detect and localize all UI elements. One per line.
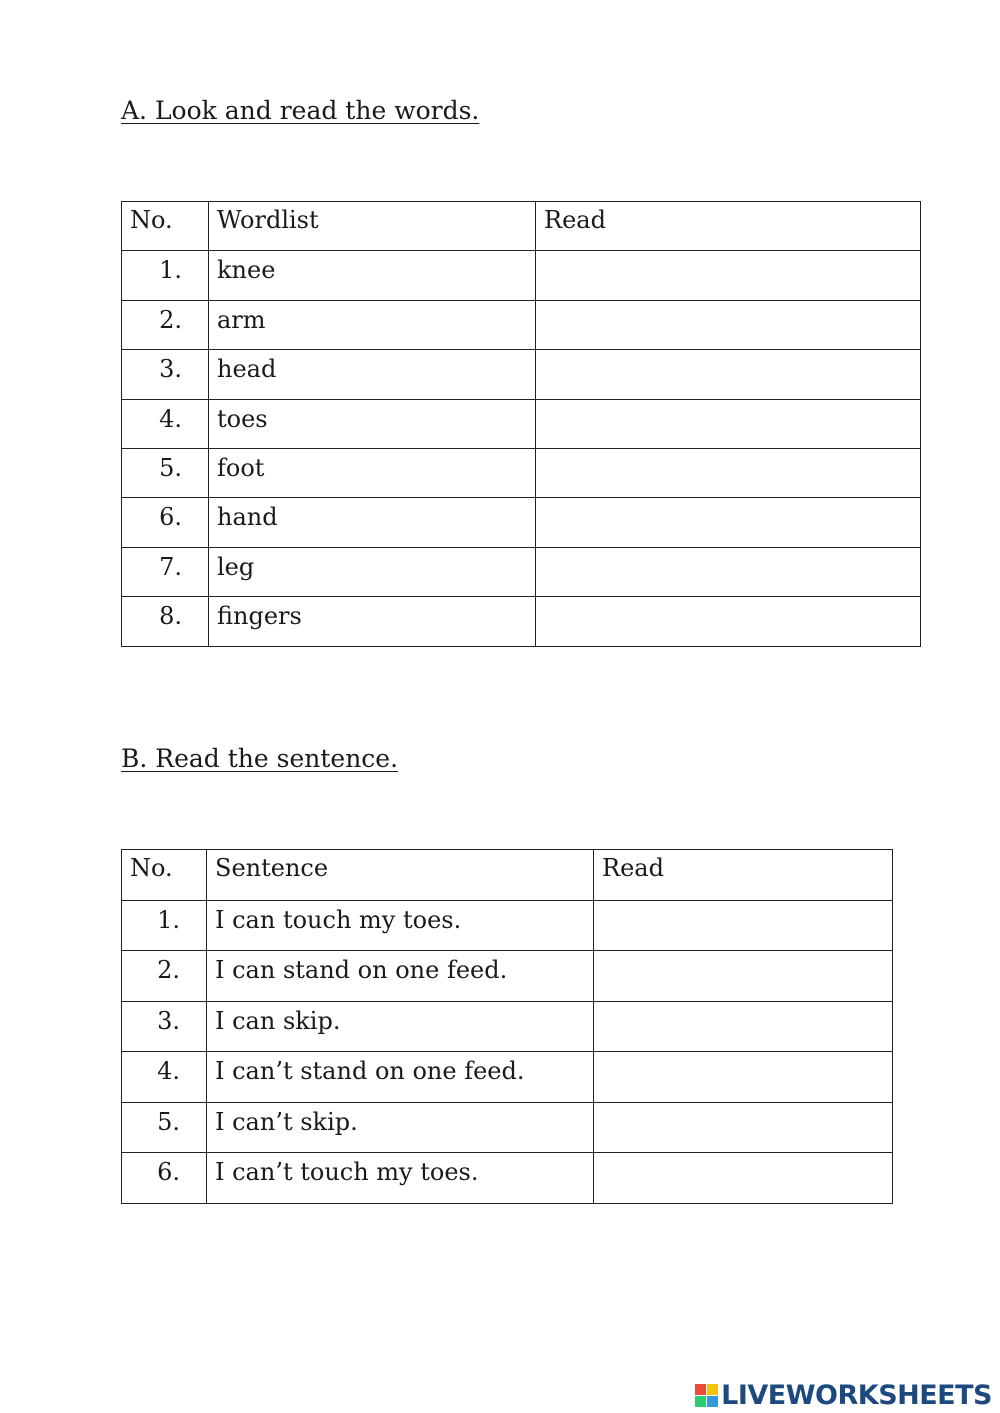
table-row bbox=[122, 900, 893, 951]
section-a-title: A. Look and read the words. bbox=[121, 96, 480, 125]
header-read: Read bbox=[594, 850, 893, 901]
section-b-title: B. Read the sentence. bbox=[121, 744, 399, 773]
read-cell[interactable] bbox=[536, 547, 921, 596]
word-cell: toes bbox=[209, 399, 536, 448]
table-row bbox=[122, 350, 921, 399]
row-number: 5. bbox=[122, 448, 209, 497]
row-number: 1. bbox=[122, 900, 207, 951]
word-cell: head bbox=[209, 350, 536, 399]
table-row bbox=[122, 498, 921, 547]
word-cell: foot bbox=[209, 448, 536, 497]
word-cell: knee bbox=[209, 251, 536, 300]
row-number: 4. bbox=[122, 399, 209, 448]
header-no: No. bbox=[122, 202, 209, 251]
sentence-cell: I can stand on one feed. bbox=[207, 951, 594, 1002]
table-row bbox=[122, 1153, 893, 1204]
word-cell: arm bbox=[209, 300, 536, 349]
sentence-cell: I can skip. bbox=[207, 1001, 594, 1052]
row-number: 1. bbox=[122, 251, 209, 300]
read-cell[interactable] bbox=[594, 900, 893, 951]
liveworksheets-watermark bbox=[695, 1380, 992, 1411]
sentence-cell: I can touch my toes. bbox=[207, 900, 594, 951]
logo-square-red bbox=[695, 1384, 706, 1395]
table-header-row bbox=[122, 850, 893, 901]
liveworksheets-text: LIVEWORKSHEETS bbox=[721, 1380, 992, 1411]
logo-square-blue bbox=[707, 1396, 718, 1407]
header-sentence: Sentence bbox=[207, 850, 594, 901]
header-wordlist: Wordlist bbox=[209, 202, 536, 251]
table-row bbox=[122, 1001, 893, 1052]
read-cell[interactable] bbox=[536, 597, 921, 646]
read-cell[interactable] bbox=[594, 1102, 893, 1153]
sentence-cell: I can’t touch my toes. bbox=[207, 1153, 594, 1204]
table-row bbox=[122, 399, 921, 448]
read-cell[interactable] bbox=[536, 350, 921, 399]
word-cell: hand bbox=[209, 498, 536, 547]
row-number: 4. bbox=[122, 1052, 207, 1103]
row-number: 7. bbox=[122, 547, 209, 596]
table-header-row bbox=[122, 202, 921, 251]
sentence-table bbox=[121, 849, 893, 1204]
row-number: 3. bbox=[122, 350, 209, 399]
read-cell[interactable] bbox=[536, 300, 921, 349]
header-no: No. bbox=[122, 850, 207, 901]
row-number: 2. bbox=[122, 300, 209, 349]
table-row bbox=[122, 300, 921, 349]
sentence-cell: I can’t stand on one feed. bbox=[207, 1052, 594, 1103]
word-cell: fingers bbox=[209, 597, 536, 646]
read-cell[interactable] bbox=[536, 251, 921, 300]
read-cell[interactable] bbox=[594, 1052, 893, 1103]
table-row bbox=[122, 251, 921, 300]
logo-square-yellow bbox=[707, 1384, 718, 1395]
table-row bbox=[122, 1102, 893, 1153]
header-read: Read bbox=[536, 202, 921, 251]
table-row bbox=[122, 547, 921, 596]
table-row bbox=[122, 448, 921, 497]
row-number: 2. bbox=[122, 951, 207, 1002]
row-number: 6. bbox=[122, 1153, 207, 1204]
logo-square-green bbox=[695, 1396, 706, 1407]
liveworksheets-logo-icon bbox=[695, 1384, 718, 1407]
read-cell[interactable] bbox=[536, 448, 921, 497]
wordlist-table bbox=[121, 201, 921, 647]
read-cell[interactable] bbox=[536, 399, 921, 448]
table-row bbox=[122, 1052, 893, 1103]
row-number: 5. bbox=[122, 1102, 207, 1153]
word-cell: leg bbox=[209, 547, 536, 596]
sentence-cell: I can’t skip. bbox=[207, 1102, 594, 1153]
row-number: 3. bbox=[122, 1001, 207, 1052]
row-number: 8. bbox=[122, 597, 209, 646]
table-row bbox=[122, 951, 893, 1002]
read-cell[interactable] bbox=[594, 1153, 893, 1204]
read-cell[interactable] bbox=[594, 1001, 893, 1052]
table-row bbox=[122, 597, 921, 646]
read-cell[interactable] bbox=[594, 951, 893, 1002]
read-cell[interactable] bbox=[536, 498, 921, 547]
row-number: 6. bbox=[122, 498, 209, 547]
